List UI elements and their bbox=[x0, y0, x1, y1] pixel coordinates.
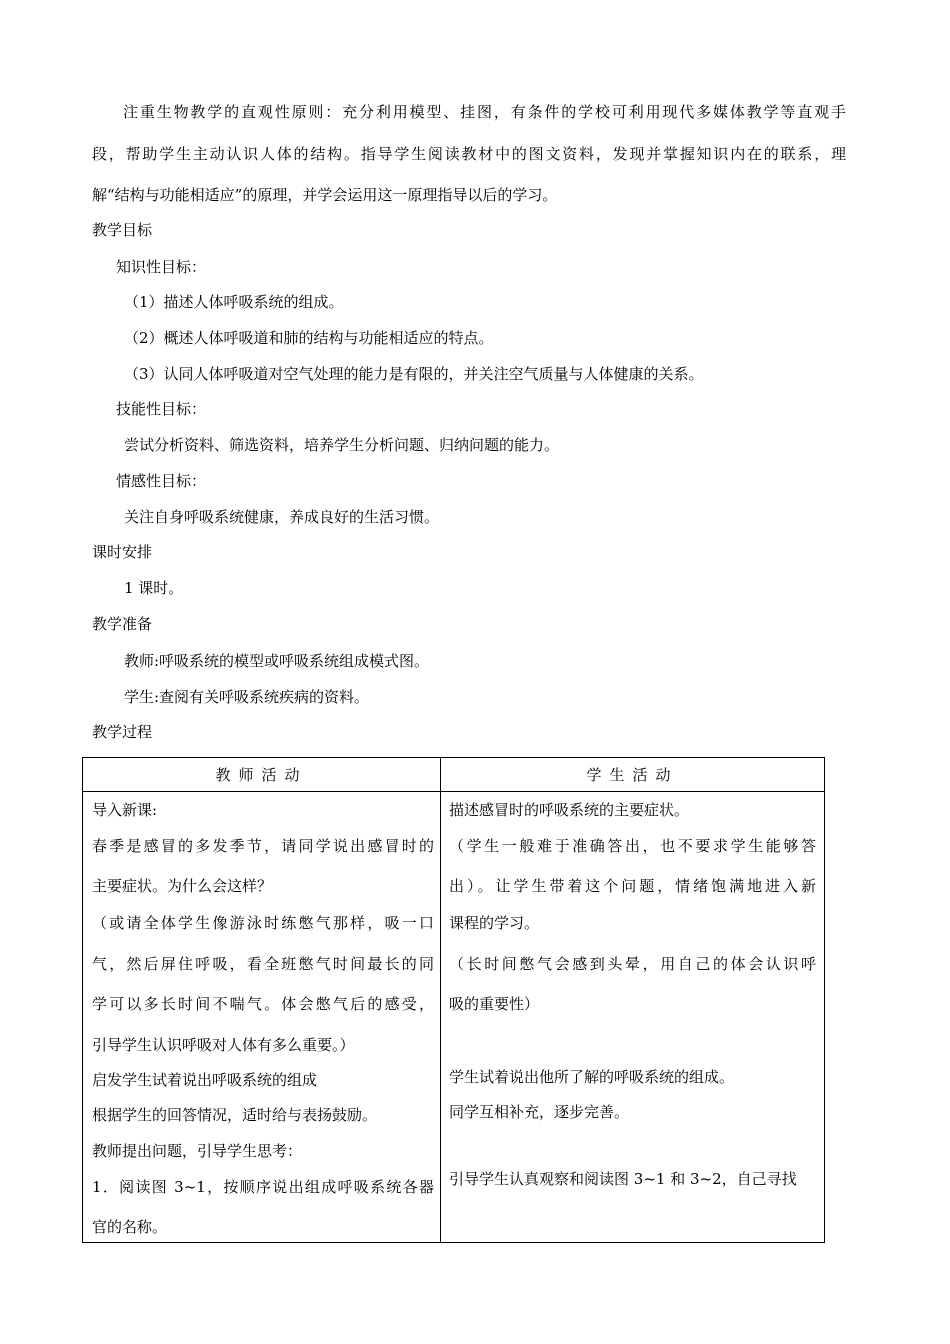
process-table-header-row bbox=[83, 758, 825, 792]
emotion-goals-heading: 情感性目标： bbox=[116, 472, 207, 490]
student-activity-line: 引导学生认真观察和阅读图 3~1 和 3~2，自己寻找 bbox=[449, 1170, 797, 1188]
goals-heading: 教学目标 bbox=[92, 221, 153, 239]
intro-line-2: 段，帮助学生主动认识人体的结构。指导学生阅读教材中的图文资料，发现并掌握知识内在的联系，理 bbox=[92, 145, 846, 163]
teacher-activity-line: 春季是感冒的多发季节，请同学说出感冒时的 bbox=[92, 837, 434, 855]
teacher-activity-line: （或请全体学生像游泳时练憋气那样，吸一口 bbox=[92, 914, 434, 932]
process-table bbox=[82, 757, 825, 1243]
teacher-activity-cell bbox=[83, 792, 441, 1243]
student-activity-line: 描述感冒时的呼吸系统的主要症状。 bbox=[449, 801, 690, 819]
emotion-goals-text: 关注自身呼吸系统健康，养成良好的生活习惯。 bbox=[124, 508, 440, 526]
student-activity-line: 同学互相补充，逐步完善。 bbox=[449, 1103, 630, 1121]
teacher-activity-line: 引导学生认识呼吸对人体有多么重要。） bbox=[92, 1036, 355, 1054]
student-activity-line: 课程的学习。 bbox=[449, 914, 540, 932]
teacher-activity-line: 气，然后屏住呼吸，看全班憋气时间最长的同 bbox=[92, 955, 434, 973]
student-activity-line: 学生试着说出他所了解的呼吸系统的组成。 bbox=[449, 1068, 735, 1086]
teacher-activity-line: 教师提出问题，引导学生思考： bbox=[92, 1142, 303, 1160]
intro-line-3: 解“结构与功能相适应”的原理，并学会运用这一原理指导以后的学习。 bbox=[92, 186, 558, 204]
knowledge-goals-heading: 知识性目标： bbox=[116, 258, 207, 276]
knowledge-goal-item: （1）描述人体呼吸系统的组成。 bbox=[124, 293, 344, 311]
teacher-preparation: 教师:呼吸系统的模型或呼吸系统组成模式图。 bbox=[124, 652, 430, 670]
skill-goals-heading: 技能性目标： bbox=[116, 400, 207, 418]
schedule-text: 1 课时。 bbox=[124, 579, 184, 597]
skill-goals-text: 尝试分析资料、筛选资料，培养学生分析问题、归纳问题的能力。 bbox=[124, 436, 560, 454]
student-activity-line: （长时间憋气会感到头晕，用自己的体会认识呼 bbox=[449, 955, 816, 973]
preparation-heading: 教学准备 bbox=[92, 615, 153, 633]
teacher-activity-line: 主要症状。为什么会这样？ bbox=[92, 877, 273, 895]
student-preparation: 学生:查阅有关呼吸系统疾病的资料。 bbox=[124, 688, 370, 706]
process-table-row bbox=[83, 792, 825, 1243]
student-activity-line: 吸的重要性） bbox=[449, 995, 540, 1013]
student-activity-header: 学生活动 bbox=[441, 758, 825, 792]
teacher-activity-line: 导入新课: bbox=[92, 801, 158, 819]
teacher-activity-line: 学可以多长时间不喘气。体会憋气后的感受， bbox=[92, 995, 434, 1013]
student-activity-line: 出）。让学生带着这个问题，情绪饱满地进入新 bbox=[449, 877, 816, 895]
knowledge-goal-item: （2）概述人体呼吸道和肺的结构与功能相适应的特点。 bbox=[124, 329, 494, 347]
student-activity-cell bbox=[441, 792, 825, 1243]
teacher-activity-header: 教师活动 bbox=[83, 758, 441, 792]
schedule-heading: 课时安排 bbox=[92, 543, 153, 561]
process-heading: 教学过程 bbox=[92, 723, 153, 741]
teacher-activity-line: 启发学生试着说出呼吸系统的组成 bbox=[92, 1071, 318, 1089]
teacher-activity-line: 1．阅读图 3~1，按顺序说出组成呼吸系统各器 bbox=[92, 1178, 434, 1196]
teacher-activity-line: 根据学生的回答情况，适时给与表扬鼓励。 bbox=[92, 1106, 378, 1124]
knowledge-goal-item: （3）认同人体呼吸道对空气处理的能力是有限的，并关注空气质量与人体健康的关系。 bbox=[124, 365, 704, 383]
student-activity-line: （学生一般难于准确答出，也不要求学生能够答 bbox=[449, 837, 816, 855]
intro-line-1: 注重生物教学的直观性原则：充分利用模型、挂图，有条件的学校可利用现代多媒体教学等直观手 bbox=[123, 103, 846, 121]
teacher-activity-line: 官的名称。 bbox=[92, 1218, 168, 1236]
